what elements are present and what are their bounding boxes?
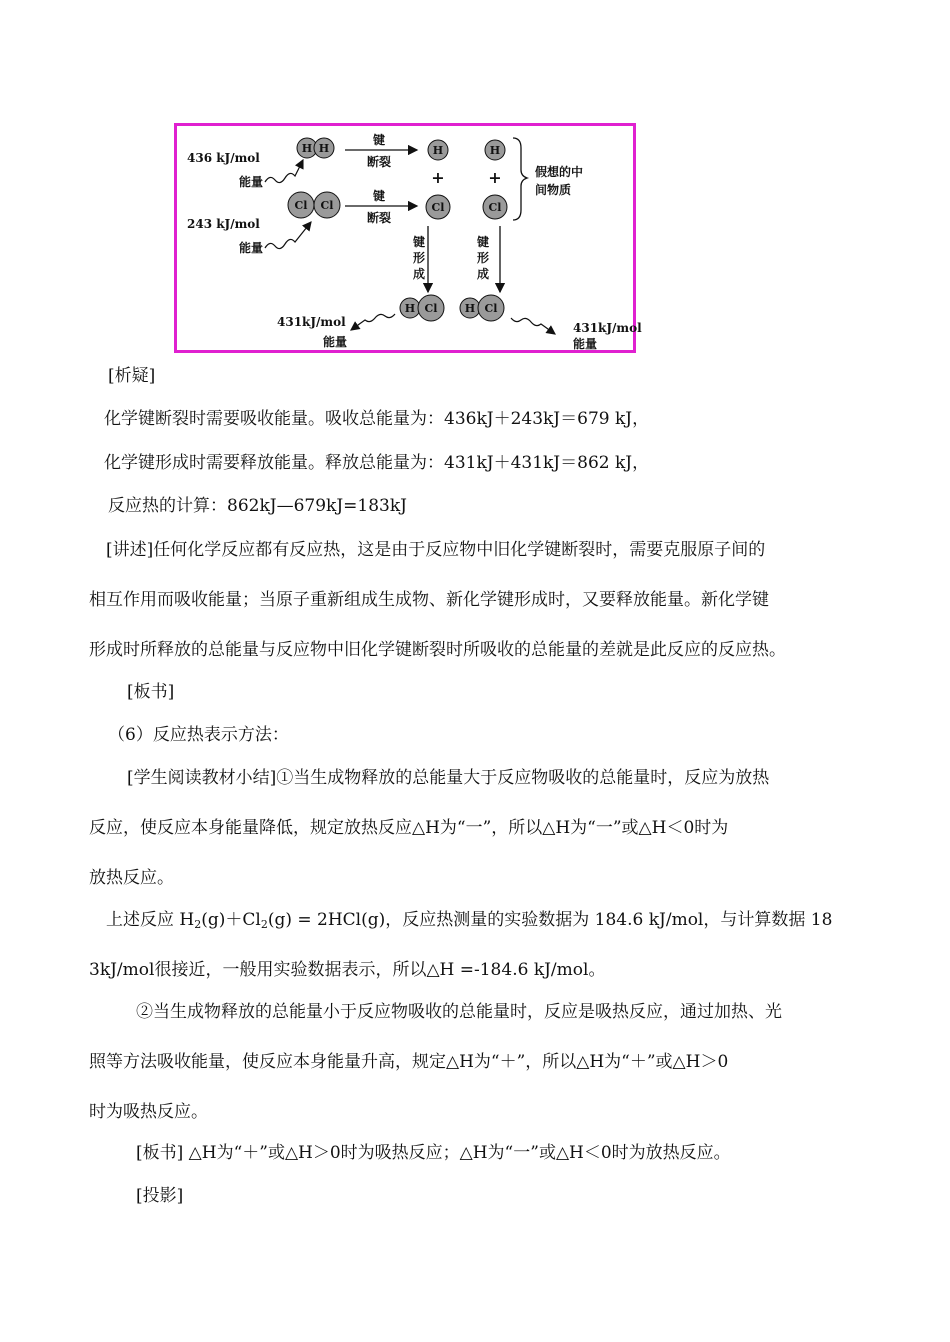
student-summary-line-1: [学生阅读教材小结]①当生成物释放的总能量大于反应物吸收的总能量时，反应为放热 [127, 768, 770, 788]
bond-energy-diagram [174, 123, 642, 353]
free-atoms-left [426, 140, 450, 219]
energy-in-cl2-label: 243 kJ/mol [187, 217, 260, 231]
projection-heading: [投影] [136, 1186, 184, 1206]
student-summary-line-2: 反应，使反应本身能量降低，规定放热反应△H为“一”，所以△H为“一”或△H＜0时为 [89, 818, 729, 838]
svg-text:Cl: Cl [488, 201, 502, 214]
energy-out-left-label: 431kJ/mol [277, 315, 346, 329]
break-label-bottom-1: 断裂 [367, 155, 392, 169]
student-summary-line-3: 放热反应。 [89, 868, 174, 888]
h2-molecule [297, 138, 334, 158]
form-label-2c: 成 [477, 267, 490, 281]
svg-text:Cl: Cl [431, 201, 445, 214]
energy-word-4: 能量 [573, 337, 598, 351]
energy-word-1: 能量 [239, 175, 264, 189]
hcl-molecule-1 [400, 295, 444, 321]
form-label-1c: 成 [413, 267, 426, 281]
energy-word-2: 能量 [239, 241, 264, 255]
board-summary: [板书] △H为“＋”或△H＞0时为吸热反应；△H为“一”或△H＜0时为放热反应。 [136, 1143, 731, 1163]
svg-text:Cl: Cl [484, 302, 498, 315]
svg-text:H: H [464, 302, 476, 315]
svg-text:Cl: Cl [294, 199, 308, 212]
endothermic-line-1: ②当生成物释放的总能量小于反应物吸收的总能量时，反应是吸热反应，通过加热、光 [136, 1002, 782, 1022]
form-label-1a: 键 [413, 235, 426, 249]
free-atoms-right [483, 140, 507, 219]
svg-text:Cl: Cl [424, 302, 438, 315]
form-label-2a: 键 [477, 235, 490, 249]
cl2-molecule [288, 192, 340, 218]
break-label-bottom-2: 断裂 [367, 211, 392, 225]
endothermic-line-3: 时为吸热反应。 [89, 1102, 208, 1122]
section-6-heading: （6）反应热表示方法： [108, 725, 289, 745]
svg-text:H: H [404, 302, 416, 315]
svg-text:H: H [489, 144, 501, 157]
brace [513, 138, 527, 220]
svg-text:Cl: Cl [320, 199, 334, 212]
break-label-top-2: 键 [373, 189, 386, 203]
form-label-2b: 形 [477, 251, 490, 265]
svg-text:H: H [318, 142, 330, 155]
svg-text:+: + [488, 168, 502, 187]
lecture-line-2: 相互作用而吸收能量；当原子重新组成生成物、新化学键形成时，又要释放能量。新化学键 [89, 590, 769, 610]
analysis-heading: [析疑] [108, 366, 156, 386]
wavy-arrow-1 [265, 160, 303, 183]
bond-forming-energy: 化学键形成时需要释放能量。释放总能量为：431kJ＋431kJ＝862 kJ， [104, 453, 650, 473]
brace-label-line2: 间物质 [535, 183, 572, 197]
lecture-line-3: 形成时所释放的总能量与反应物中旧化学键断裂时所吸收的总能量的差就是此反应的反应热。 [89, 640, 786, 660]
energy-in-h2-label: 436 kJ/mol [187, 151, 260, 165]
hcl-molecule-2 [460, 295, 504, 321]
svg-text:+: + [431, 168, 445, 187]
wavy-arrow-3 [351, 314, 395, 330]
energy-out-right-label: 431kJ/mol [573, 321, 642, 335]
lecture-line-1: [讲述]任何化学反应都有反应热，这是由于反应物中旧化学键断裂时，需要克服原子间的 [106, 540, 766, 560]
wavy-arrow-4 [511, 318, 555, 334]
diagram-svg [177, 126, 642, 351]
experiment-line-2: 3kJ/mol很接近，一般用实验数据表示，所以△H =-184.6 kJ/mol。 [89, 960, 606, 980]
svg-text:H: H [432, 144, 444, 157]
bond-breaking-energy: 化学键断裂时需要吸收能量。吸收总能量为：436kJ＋243kJ＝679 kJ， [104, 409, 650, 429]
board-heading-1: [板书] [127, 682, 175, 702]
wavy-arrow-2 [265, 222, 311, 249]
energy-word-3: 能量 [323, 335, 348, 349]
endothermic-line-2: 照等方法吸收能量，使反应本身能量升高，规定△H为“＋”，所以△H为“＋”或△H＞0 [89, 1052, 729, 1072]
experiment-line-1: 上述反应 $H_2(g)+Cl_2(g) = 2HCl(g)$，反应热测量的实验数据为 184.6 kJ/mol，与计算数据 18 [106, 910, 833, 931]
break-label-top-1: 键 [373, 133, 386, 147]
brace-label-line1: 假想的中 [535, 165, 584, 179]
svg-text:H: H [301, 142, 313, 155]
reaction-heat-calc: 反应热的计算：862kJ—679kJ=183kJ [108, 496, 407, 516]
form-label-1b: 形 [413, 251, 426, 265]
